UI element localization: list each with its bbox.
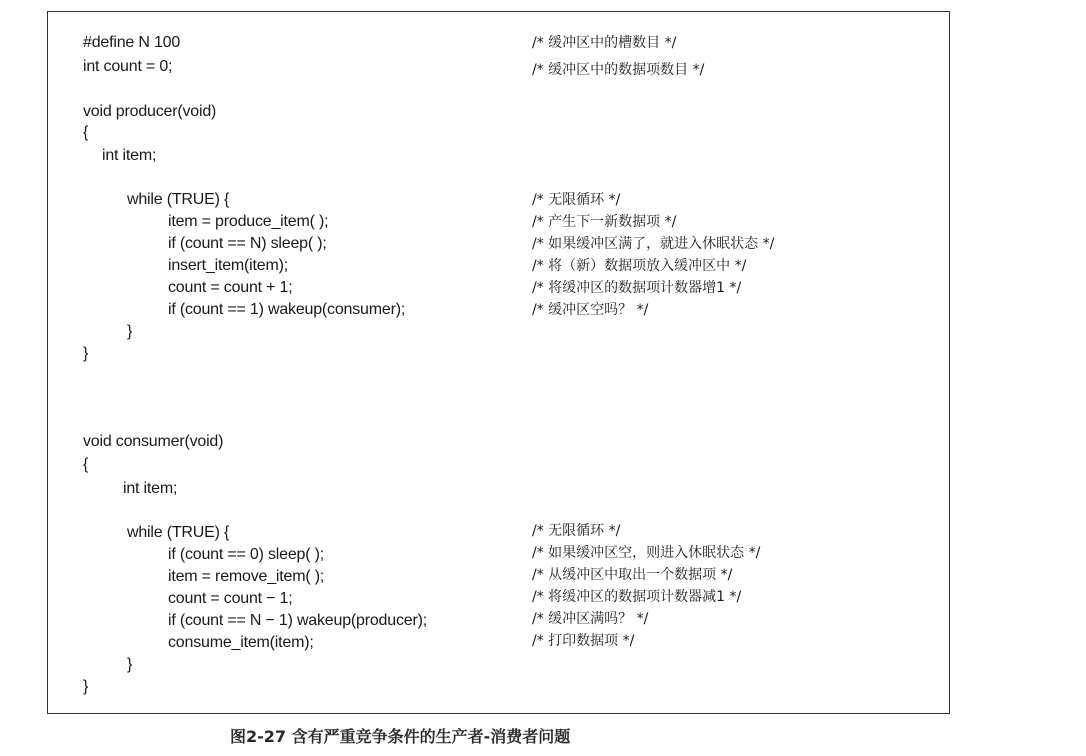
comment-define: /* 缓冲区中的槽数目 */	[532, 35, 677, 51]
comment-count: /* 缓冲区中的数据项数目 */	[532, 62, 705, 78]
consumer-close-brace: }	[83, 678, 89, 695]
define-line: #define N 100	[83, 34, 181, 51]
consumer-while: while (TRUE) {	[127, 524, 230, 541]
comment-producer-insert: /* 将（新）数据项放入缓冲区中 */	[532, 258, 747, 274]
producer-close-brace: }	[83, 345, 89, 362]
producer-insert-line: insert_item(item);	[168, 257, 288, 274]
comment-consumer-print: /* 打印数据项 */	[532, 633, 635, 649]
producer-produce-line: item = produce_item( );	[168, 213, 329, 230]
comment-producer-loop: /* 无限循环 */	[532, 192, 621, 208]
comment-consumer-remove: /* 从缓冲区中取出一个数据项 */	[532, 567, 733, 583]
comment-producer-full: /* 如果缓冲区满了，就进入休眠状态 */	[532, 236, 775, 252]
comment-producer-produce: /* 产生下一新数据项 */	[532, 214, 677, 230]
producer-sleep-line: if (count == N) sleep( );	[168, 235, 327, 252]
comment-consumer-empty: /* 如果缓冲区空，则进入休眠状态 */	[532, 545, 761, 561]
figure-caption: 图2-27 含有严重竞争条件的生产者-消费者问题	[230, 727, 571, 746]
producer-wakeup-line: if (count == 1) wakeup(consumer);	[168, 301, 406, 318]
consumer-signature: void consumer(void)	[83, 433, 224, 450]
consumer-sleep-line: if (count == 0) sleep( );	[168, 546, 324, 563]
comment-consumer-full-check: /* 缓冲区满吗？ */	[532, 611, 649, 627]
comment-producer-empty-check: /* 缓冲区空吗？ */	[532, 302, 649, 318]
comment-consumer-decrement: /* 将缓冲区的数据项计数器减1 */	[532, 589, 742, 605]
producer-while-close: }	[127, 323, 133, 340]
consumer-open-brace: {	[83, 456, 89, 473]
consumer-while-close: }	[127, 656, 133, 673]
producer-signature: void producer(void)	[83, 103, 217, 120]
producer-increment-line: count = count + 1;	[168, 279, 293, 296]
producer-item-decl: int item;	[102, 147, 157, 164]
producer-while: while (TRUE) {	[127, 191, 230, 208]
consumer-item-decl: int item;	[123, 480, 178, 497]
comment-consumer-loop: /* 无限循环 */	[532, 523, 621, 539]
consumer-wakeup-line: if (count == N − 1) wakeup(producer);	[168, 612, 427, 629]
consumer-decrement-line: count = count − 1;	[168, 590, 293, 607]
comment-producer-increment: /* 将缓冲区的数据项计数器增1 */	[532, 280, 742, 296]
code-figure-frame	[47, 11, 950, 714]
producer-open-brace: {	[83, 124, 89, 141]
count-declaration: int count = 0;	[83, 58, 173, 75]
consumer-consume-line: consume_item(item);	[168, 634, 314, 651]
consumer-remove-line: item = remove_item( );	[168, 568, 325, 585]
